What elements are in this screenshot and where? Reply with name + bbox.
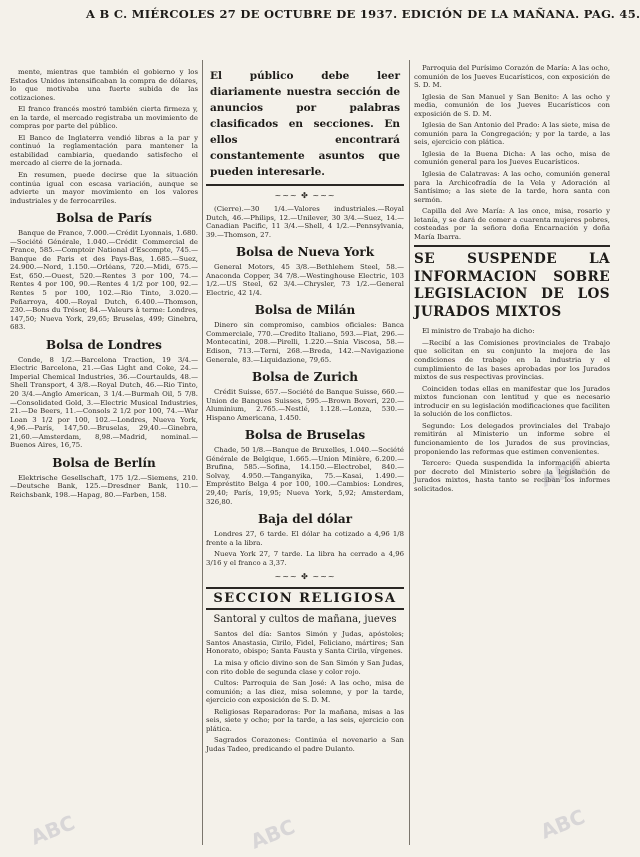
watermark-logo: ABC <box>537 804 589 844</box>
heading-bolsa-paris: Bolsa de París <box>56 211 152 226</box>
paragraph: Religiosas Reparadoras: Por la mañana, misas a las seis, siete y ocho; por la tarde, a las seis, ejercicio con plática. <box>206 707 404 733</box>
classified-ads-notice: El público debe leer diariamente nuestra sección de anuncios por palabras clasificados en secciones. En ellos encontrará constantemente asuntos que pueden interesarle. <box>206 66 404 186</box>
paragraph: Sagrados Corazones: Continúa el novenario a San Judas Tadeo, predicando el padre Dulanto. <box>206 736 404 753</box>
page-header: A B C. MIÉRCOLES 27 DE OCTUBRE DE 1937. EDICIÓN DE LA MAÑANA. PAG. 45. <box>86 7 640 21</box>
paragraph: (Cierre).—30 1/4.—Valores industriales.—Royal Dutch, 46.—Philips, 12.—Unilever, 30 3/4.—Suez, 14.—Canadian Pacific, 11 3/4.—Shell, 4 1/2.—Pennsylvania, 39.—Thomson, 27. <box>206 205 404 239</box>
heading-bolsa-milan: Bolsa de Milán <box>254 303 356 318</box>
watermark-logo: ABC <box>247 814 299 854</box>
paragraph: mente, mientras que también el gobierno y los Estados Unidos intensificaban la compra de dólares, lo que motivaba una fuerte subida de las cotizaciones. <box>10 68 198 102</box>
paragraph: —Recibí a las Comisiones provinciales de Trabajo que solicitan en su conjunto la mejora de las condiciones de trabajo en la industria y el cumplimiento de las bases aprobadas por los Jurados mixtos de sus respectivas provincias. <box>414 338 610 382</box>
paragraph: Parroquia del Purísimo Corazón de María: A las ocho, comunión de los Jueves Eucarísticos, con exposición de S. D. M. <box>414 64 610 90</box>
headline-jurados-mixtos: SE SUSPENDE LA INFORMACION SOBRE LEGISLACION DE LOS JURADOS MIXTOS <box>414 245 610 321</box>
paragraph: Tercero: Queda suspendida la información abierta por decreto del Ministerio sobre la legislación de Jurados mixtos, hasta tanto se reciban los informes solicitados. <box>414 459 610 493</box>
paragraph: Iglesia de San Manuel y San Benito: A las ocho y media, comunión de los Jueves Eucarísticos con exposición de S. D. M. <box>414 92 610 118</box>
heading-bolsa-zurich: Bolsa de Zurich <box>251 370 358 385</box>
heading-bolsa-bruselas: Bolsa de Bruselas <box>244 428 366 443</box>
heading-bolsa-berlin: Bolsa de Berlín <box>52 455 156 470</box>
watermark-logo: ABC <box>27 810 79 850</box>
column-middle <box>206 66 404 756</box>
paragraph: Conde, 8 1/2.—Barcelona Traction, 19 3/4.—Electric Barcelona, 21.—Gas Light and Coke, 24.—Imperial Chemical Industries, 36.—Courtaulds, 48.—Shell Transport, 4 3/8.—Royal Dutch, 46.—Rio Tinto, 20 3/4.—Anglo American, 3 1/4.—Burmah Oil, 5 7/8.—Consolidated Gold, 3.—Electric Musical Industries, 21.—De Beers, 11.—Consols 2 1/2 por 100, 74.—War Loan 3 1/2 por 100, 102.—Londres, Nueva York, 4,96.—París, 147,50.—Bruselas, 29,40.—Ginebra, 21,60.—Amsterdam, 8,98.—Madrid, nominal.—Buenos Aires, 16,75. <box>10 355 198 450</box>
heading-baja-dolar: Baja del dólar <box>257 512 353 527</box>
paragraph: Banque de France, 7.000.—Crédit Lyonnais, 1.680.—Société Générale, 1.040.—Crédit Commercial de France, 585.—Comptoir National d'Escompte, 745.—Banque de Paris et des Pays-Bas, 1.685.—Suez, 24.900.—Nord, 1.150.—Orléans, 720.—Midi, 675.—Est, 650.—Ouest, 520.—Rentes 3 por 100, 74.—Rentes 4 por 100, 90.—Rentes 4 1/2 por 100, 92.—Rentes 5 por 100, 102.—Rio Tinto, 3.020.—Peñarroya, 400.—Royal Dutch, 6.400.—Thomson, 230.—Bons du Trésor, 84.—Valeurs à terme: Londres, 147,50; Nueva York, 29,65; Bruselas, 499; Ginebra, 683. <box>10 229 198 332</box>
paragraph: La misa y oficio divino son de San Simón y San Judas, con rito doble de segunda clase y color rojo. <box>206 658 404 676</box>
paragraph: Chade, 50 1/8.—Banque de Bruxelles, 1.040.—Société Générale de Belgique, 1.665.—Union Minière, 6.200.—Brufina, 585.—Sofina, 14.150.—Electrobel, 840.—Solvay, 4.950.—Tanganyika, 75.—Kasai, 1.490.—Empréstito Belga 4 por 100, 100.—Cambios: Londres, 29,40; París, 19,95; Nueva York, 5,92; Amsterdam, 326,80. <box>206 446 404 506</box>
paragraph: El Banco de Inglaterra vendió libras a la par y continuó la reglamentación para mantener la estabilidad cambiaria, quedando satisfecho el mercado al cierre de la jornada. <box>10 133 198 168</box>
paragraph: General Motors, 45 3/8.—Bethlehem Steel, 58.—Anaconda Copper, 34 7/8.—Westinghouse Electric, 103 1/2.—US Steel, 62 3/4.—Chrysler, 73 1/2.—General Electric, 42 1/4. <box>206 263 404 297</box>
heading-bolsa-londres: Bolsa de Londres <box>46 337 162 352</box>
paragraph: El franco francés mostró también cierta firmeza y, en la tarde, el mercado registraba un movimiento de compras por parte del público. <box>10 105 198 131</box>
paragraph: Nueva York 27, 7 tarde. La libra ha cerrado a 4,96 3/16 y el franco a 3,37. <box>206 550 404 567</box>
section-religiosa-subtitle: Santoral y cultos de mañana, jueves <box>213 614 397 626</box>
paragraph: Santos del día: Santos Simón y Judas, apóstoles; Santos Anastasia, Cirilo, Fidel, Feliciano, mártires; San Honorato, obispo; Santa Fausta y Santa Cirila, vírgenes. <box>206 630 404 656</box>
ornament-divider: ~~~ ✤ ~~~ <box>274 191 336 200</box>
watermark-logo: ABC <box>537 452 589 492</box>
paragraph: Iglesia de Calatravas: A las ocho, comunión general para la Archicofradía de la Vela y Adoración al Santísimo; a las siete de la tarde, hora santa con sermón. <box>414 170 610 204</box>
column-left <box>10 68 198 502</box>
paragraph: El ministro de Trabajo ha dicho: <box>422 327 535 336</box>
column-right <box>414 64 610 496</box>
section-religiosa-title: SECCION RELIGIOSA <box>206 587 404 610</box>
ornament-divider: ~~~ ✤ ~~~ <box>274 572 336 582</box>
paragraph: Iglesia de la Buena Dicha: A las ocho, misa de comunión general para los Jueves Eucarísticos. <box>414 149 610 167</box>
paragraph: En resumen, puede decirse que la situación continúa igual con escasa variación, aunque se advierte un mayor movimiento en los valores industriales y de ferrocarriles. <box>10 171 198 205</box>
column-divider <box>202 60 203 845</box>
paragraph: Crédit Suisse, 657.—Société de Banque Suisse, 660.—Union de Banques Suisses, 595.—Brown Boveri, 220.—Aluminium, 2.765.—Nestlé, 1.128.—Lonza, 530.—Hispano Americana, 1.450. <box>206 388 404 422</box>
paragraph: Capilla del Ave María: A las once, misa, rosario y letanía, y se dará de comer a cuarenta mujeres pobres, costeadas por la señora doña Encarnación y doña María Ibarra. <box>414 207 610 241</box>
column-divider <box>409 60 410 845</box>
paragraph: Coinciden todas ellas en manifestar que los Jurados mixtos funcionan con lentitud y que es necesario introducir en su legislación modificaciones que faciliten la solución de los conflictos. <box>414 384 610 419</box>
paragraph: Segundo: Los delegados provinciales del Trabajo remitirán al Ministerio un informe sobre el funcionamiento de los Jurados de sus provincias, proponiendo las reformas que estimen convenientes. <box>414 421 610 456</box>
paragraph: Dinero sin compromiso, cambios oficiales: Banca Commerciale, 770.—Credito Italiano, 593.—Fiat, 296.—Montecatini, 208.—Pirelli, 1.220.—Snia Viscosa, 58.—Edison, 713.—Terni, 268.—Breda, 142.—Navigazione Generale, 83.—Liquidazione, 79,65. <box>206 321 404 364</box>
heading-bolsa-nueva-york: Bolsa de Nueva York <box>235 245 375 260</box>
paragraph: Iglesia de San Antonio del Prado: A las siete, misa de comunión para la Congregación; y por la tarde, a las seis, ejercicio con plática. <box>414 121 610 147</box>
paragraph: Londres 27, 6 tarde. El dólar ha cotizado a 4,96 1/8 frente a la libra. <box>206 530 404 547</box>
paragraph: Cultos: Parroquia de San José: A las ocho, misa de comunión; a las diez, misa solemne, y por la tarde, ejercicio con exposición de S. D. M. <box>206 679 404 705</box>
paragraph: Elektrische Gesellschaft, 175 1/2.—Siemens, 210.—Deutsche Bank, 125.—Dresdner Bank, 110.—Reichsbank, 198.—Hapag, 80.—Farben, 158. <box>10 473 198 499</box>
